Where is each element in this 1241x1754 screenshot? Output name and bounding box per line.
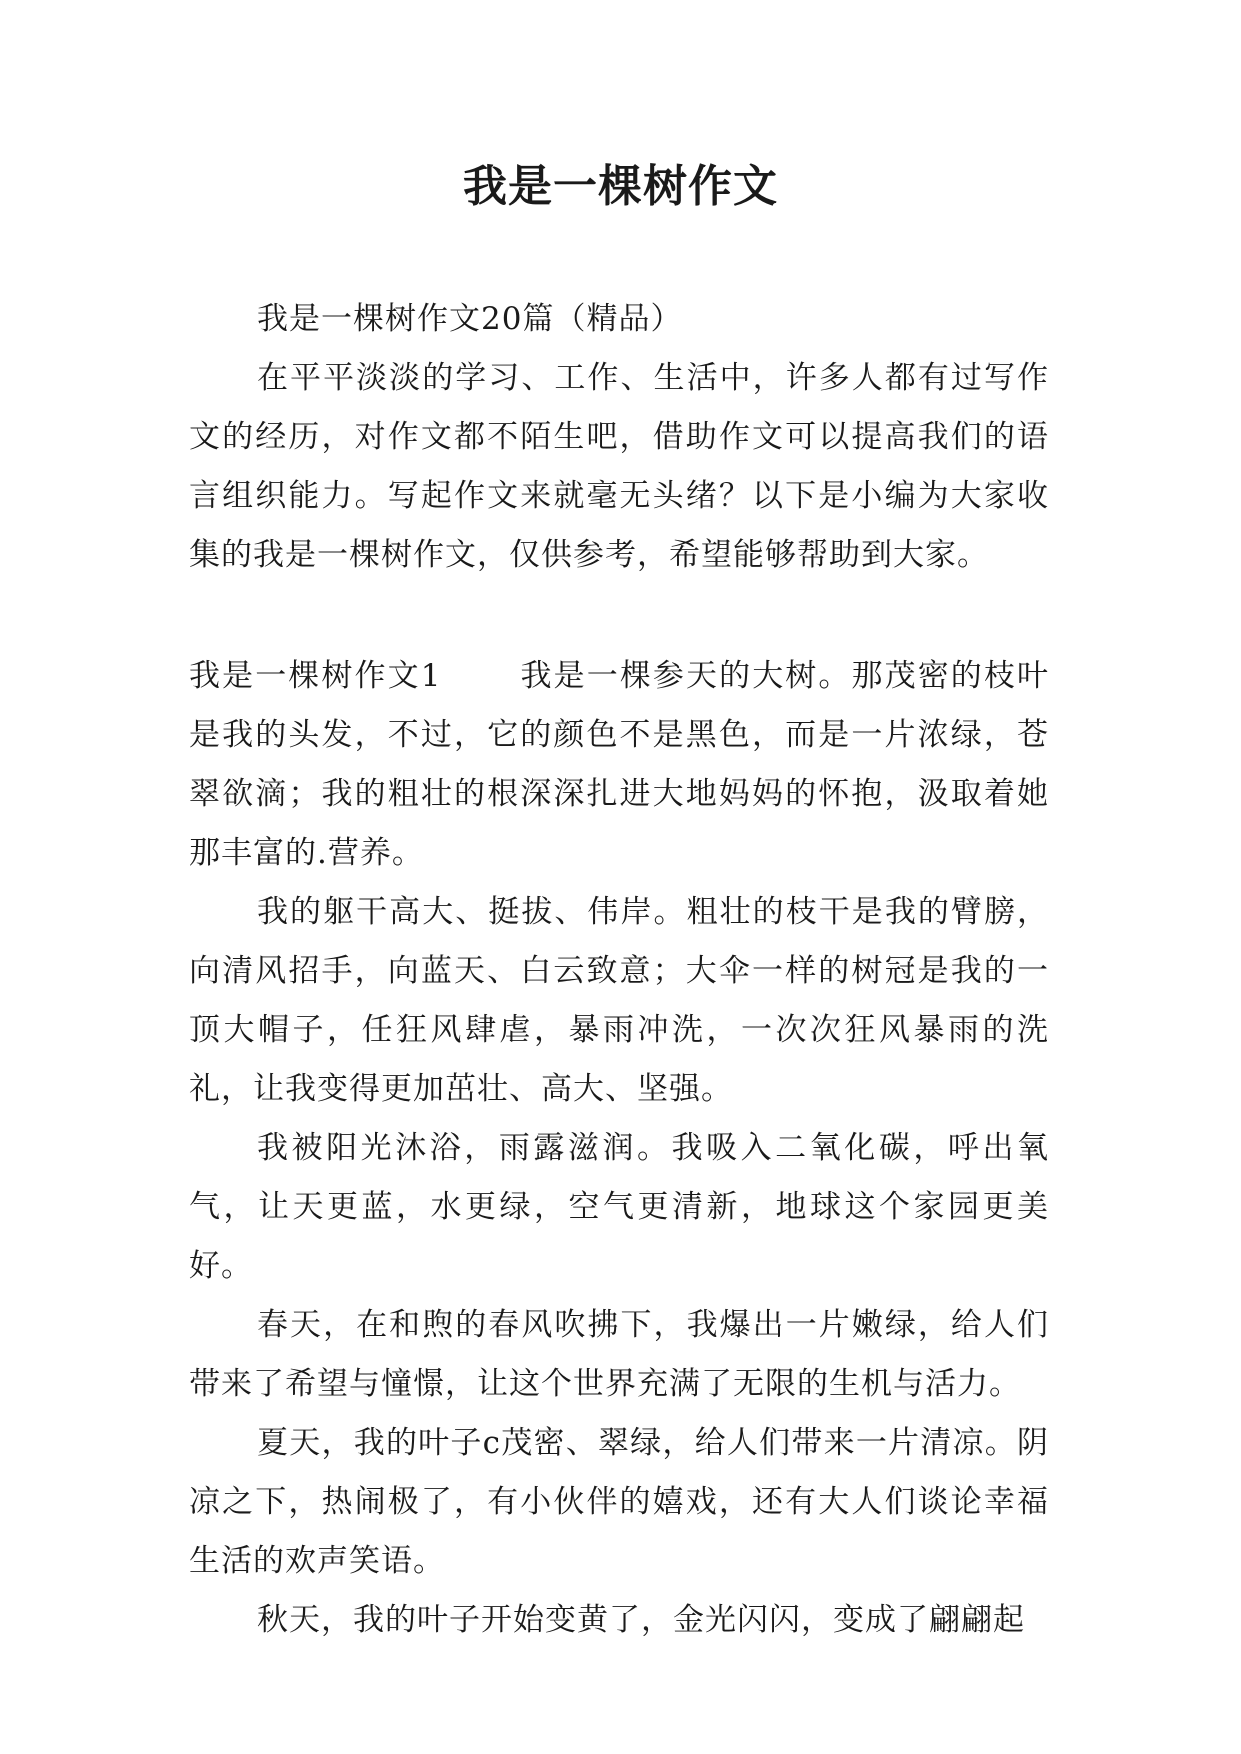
essay-first-paragraph xyxy=(189,647,1049,883)
section-spacer xyxy=(189,585,1049,647)
essay-paragraph: 秋天，我的叶子开始变黄了，金光闪闪，变成了翩翩起 xyxy=(257,1602,1025,1638)
essay-heading: 我是一棵树作文1 xyxy=(189,658,442,694)
essay-first-paragraph-text: 我是一棵参天的大树。那茂密的枝叶是我的头发，不过，它的颜色不是黑色，而是一片浓绿，苍翠欲滴；我的粗壮的根深深扎进大地妈妈的怀抱，汲取着她那丰富的.营养。 xyxy=(189,658,1049,871)
essay-paragraph: 春天，在和煦的春风吹拂下，我爆出一片嫩绿，给人们带来了希望与憧憬，让这个世界充满了无限的生机与活力。 xyxy=(189,1307,1049,1402)
intro-paragraph: 在平平淡淡的学习、工作、生活中，许多人都有过写作文的经历，对作文都不陌生吧，借助作文可以提高我们的语言组织能力。写起作文来就毫无头绪？以下是小编为大家收集的我是一棵树作文，仅供参考，希望能够帮助到大家。 xyxy=(189,360,1049,573)
document-body xyxy=(189,290,1049,1650)
essay-paragraph: 我的躯干高大、挺拔、伟岸。粗壮的枝干是我的臂膀，向清风招手，向蓝天、白云致意；大伞一样的树冠是我的一顶大帽子，任狂风肆虐，暴雨冲洗，一次次狂风暴雨的洗礼，让我变得更加茁壮、高大、坚强。 xyxy=(189,894,1049,1107)
document-subtitle: 我是一棵树作文20篇（精品） xyxy=(257,301,683,337)
document-title: 我是一棵树作文 xyxy=(463,161,778,212)
essay-paragraph: 我被阳光沐浴，雨露滋润。我吸入二氧化碳，呼出氧气，让天更蓝，水更绿，空气更清新，地球这个家园更美好。 xyxy=(189,1130,1049,1284)
essay-paragraph: 夏天，我的叶子c茂密、翠绿，给人们带来一片清凉。阴凉之下，热闹极了，有小伙伴的嬉戏，还有大人们谈论幸福生活的欢声笑语。 xyxy=(189,1425,1049,1579)
